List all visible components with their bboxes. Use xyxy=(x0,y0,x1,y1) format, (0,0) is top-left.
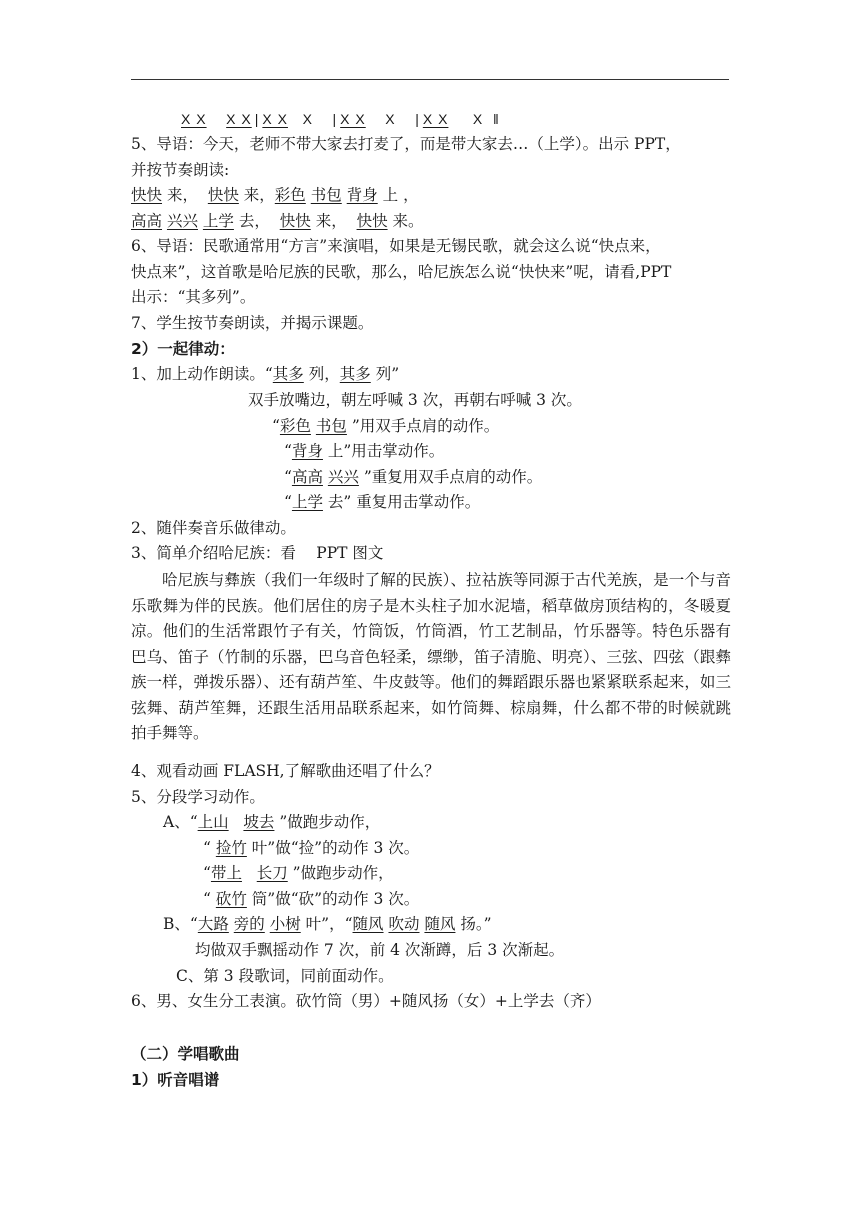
move-step-3: 3、简单介绍哈尼族：看 PPT 图文 xyxy=(131,544,384,562)
move-desc-5: “上学 去” 重复用击掌动作。 xyxy=(284,493,481,511)
step-5-line-1: 5、导语：今天，老师不带大家去打麦了，而是带大家去…（上学）。出示 PPT， xyxy=(131,135,681,153)
section-c: C、第 3 段歌词，同前面动作。 xyxy=(176,967,394,985)
section-a-line-1: A、“上山 坡去 ”做跑步动作， xyxy=(163,813,381,831)
section-a-line-3: “带上 长刀 ”做跑步动作， xyxy=(203,864,394,882)
heading-rhythm-move: 2）一起律动： xyxy=(131,340,235,358)
move-desc-4: “高高 兴兴 ”重复用双手点肩的动作。 xyxy=(284,468,543,486)
section-b-line-1: B、“大路 旁的 小树 叶”，“随风 吹动 随风 扬。” xyxy=(163,915,492,933)
step-6-line-1: 6、导语：民歌通常用“方言”来演唱，如果是无锡民歌，就会这么说“快点来， xyxy=(131,237,661,255)
section-a-line-4: “ 砍竹 筒”做“砍”的动作 3 次。 xyxy=(203,890,420,908)
section-b-line-2: 均做双手飘摇动作 7 次，前 4 次渐蹲，后 3 次渐起。 xyxy=(195,941,565,959)
step-7: 7、学生按节奏朗读，并揭示课题。 xyxy=(131,314,374,332)
section-a-line-2: “ 捡竹 叶”做“捡”的动作 3 次。 xyxy=(203,839,420,857)
rhythm-notation: X X X X | X X X | X X X | X X X ‖ xyxy=(181,111,500,127)
move-desc-3: “背身 上”用击掌动作。 xyxy=(284,442,445,460)
step-5-line-2: 并按节奏朗读: xyxy=(131,161,230,179)
header-rule xyxy=(131,79,729,80)
move-desc-1: 双手放嘴边，朝左呼喊 3 次，再朝右呼喊 3 次。 xyxy=(248,391,582,409)
chant-line-1: 快快 来， 快快 来，彩色 书包 背身 上 ， xyxy=(131,186,419,204)
move-desc-2: “彩色 书包 ”用双手点肩的动作。 xyxy=(272,417,500,435)
step-6-line-3: 出示：“其多列”。 xyxy=(131,288,256,306)
move-step-5: 5、分段学习动作。 xyxy=(131,788,265,806)
move-step-4: 4、观看动画 FLASH,了解歌曲还唱了什么？ xyxy=(131,762,440,780)
heading-listen-score: 1）听音唱谱 xyxy=(131,1071,220,1089)
move-step-2: 2、随伴奏音乐做律动。 xyxy=(131,519,296,537)
step-6-line-2: 快点来”，这首歌是哈尼族的民歌，那么，哈尼族怎么说“快快来”呢，请看,PPT xyxy=(131,263,672,281)
heading-learn-song: （二）学唱歌曲 xyxy=(131,1045,240,1063)
hani-intro-paragraph: 哈尼族与彝族（我们一年级时了解的民族）、拉祜族等同源于古代羌族，是一个与音乐歌舞为伴的民族。他们居住的房子是木头柱子加水泥墙，稻草做房顶结构的，冬暖夏凉。他们的生活常跟竹子有关，竹筒饭，竹筒酒，竹工艺制品，竹乐器等。特色乐器有巴乌、笛子（竹制的乐器，巴乌音色轻柔，缥缈，笛子清脆、明亮）、三弦、四弦（跟彝族一样，弹拨乐器）、还有葫芦笙、牛皮鼓等。他们的舞蹈跟乐器也紧紧联系起来，如三弦舞、葫芦笙舞，还跟生活用品联系起来，如竹筒舞、棕扇舞，什么都不带的时候就跳拍手舞等。 xyxy=(131,571,731,742)
move-step-1: 1、加上动作朗读。“其多 列，其多 列” xyxy=(131,365,400,383)
chant-line-2: 高高 兴兴 上学 去， 快快 来， 快快 来。 xyxy=(131,212,424,230)
move-step-6: 6、男、女生分工表演。砍竹筒（男）+随风扬（女）+上学去（齐） xyxy=(131,992,601,1010)
